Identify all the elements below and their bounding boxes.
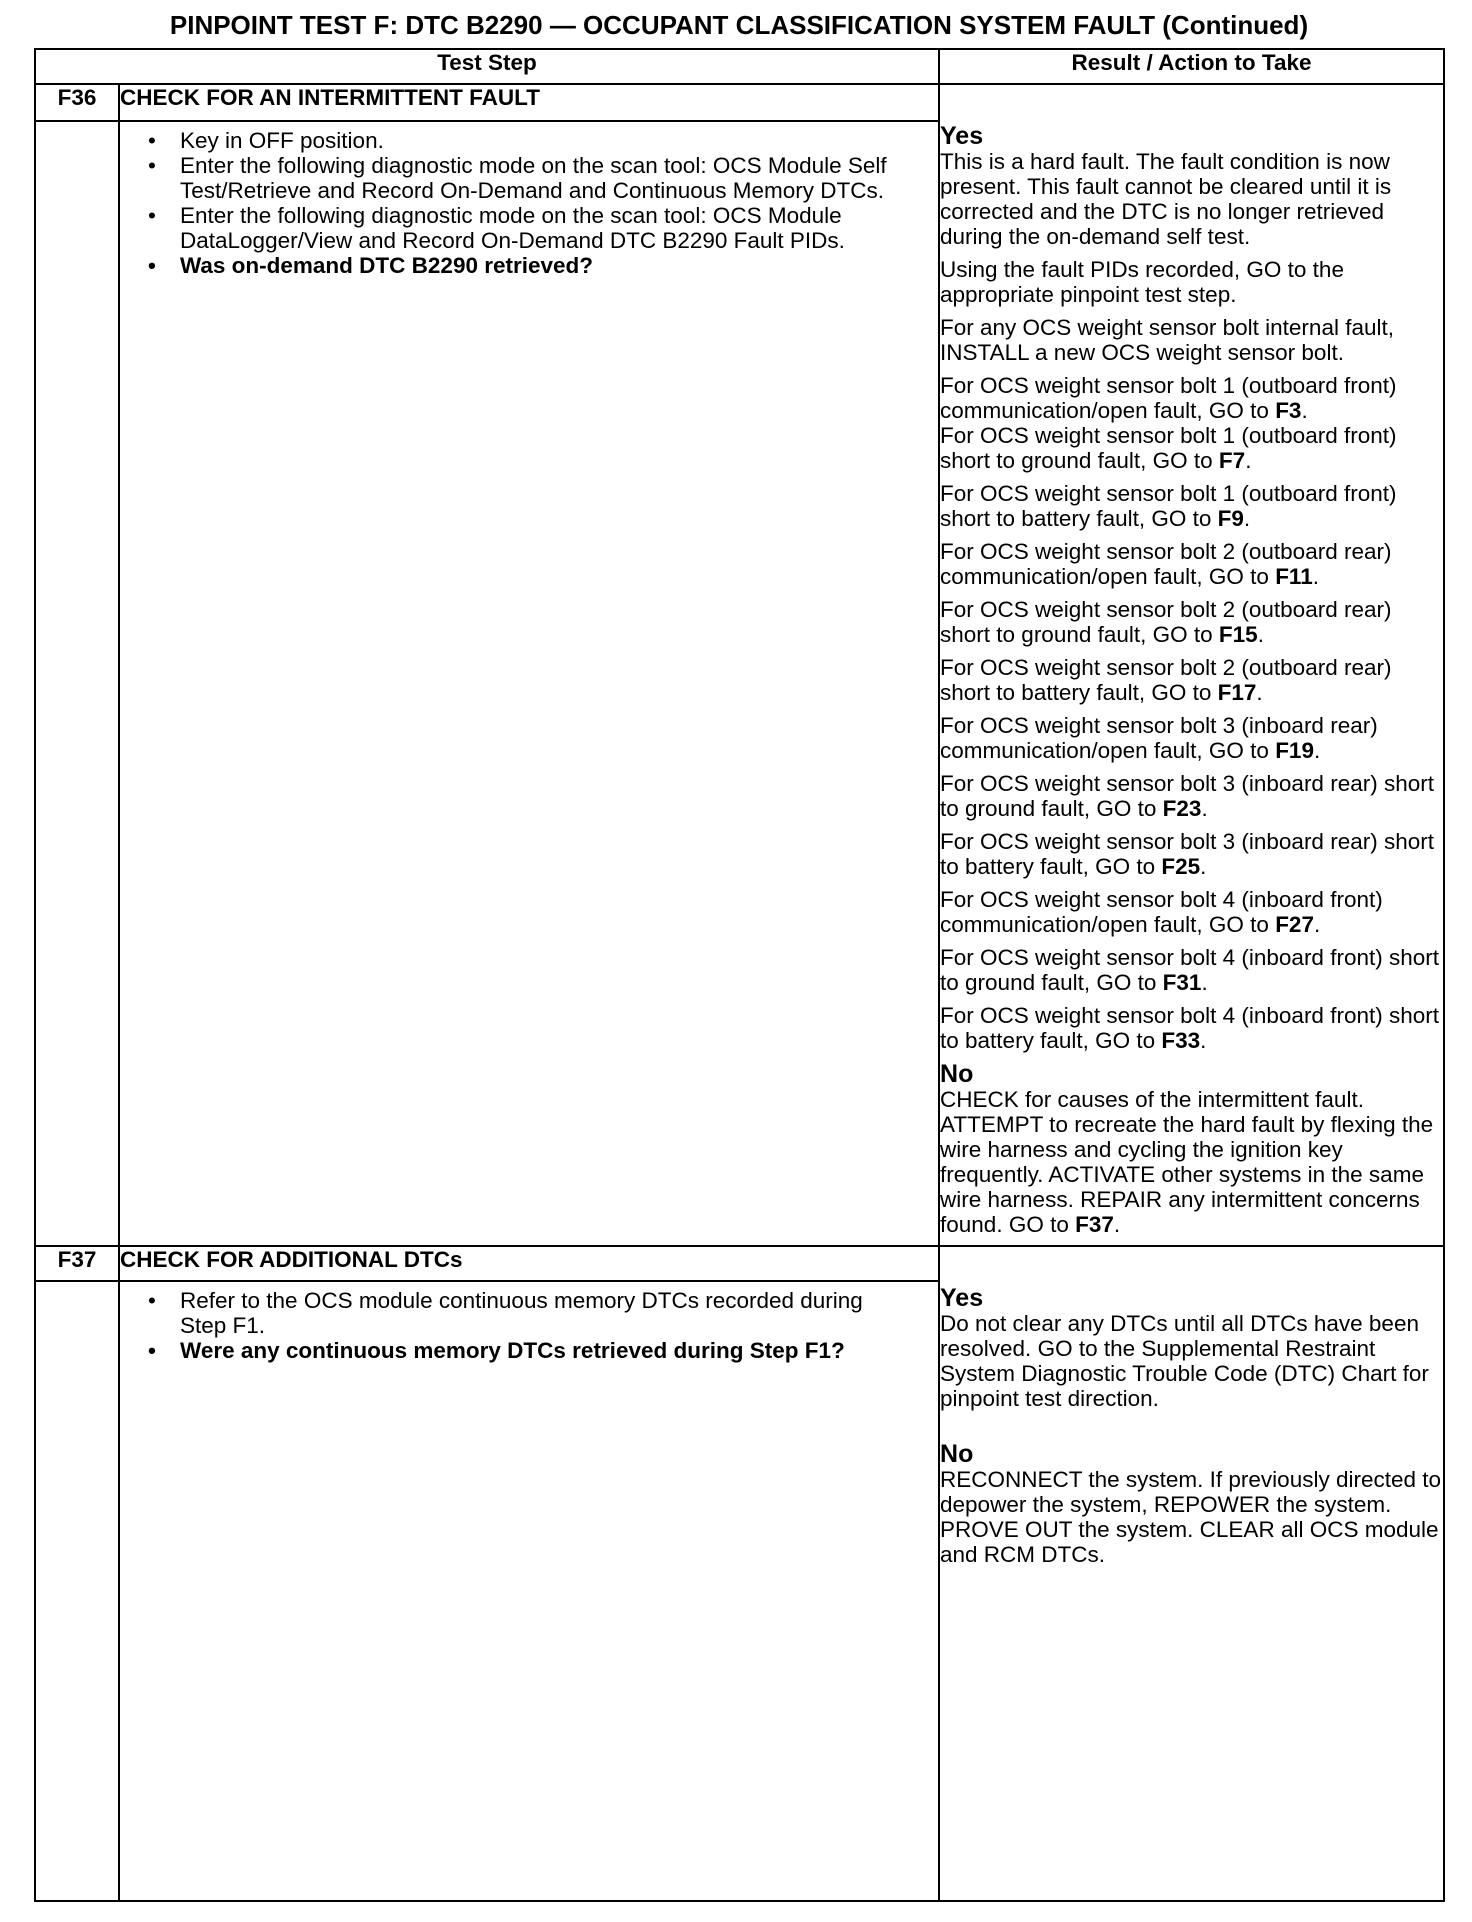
pinpoint-test-table — [34, 48, 1445, 1902]
goto-step-link[interactable]: F15 — [1218, 622, 1258, 647]
goto-step-link[interactable]: F17 — [1217, 680, 1257, 705]
action-paragraph: Do not clear any DTCs until all DTCs have been resolved. GO to the Supplemental Restraint System Diagnostic Trouble Code (DTC) Chart for pinpoint test direction. — [940, 1311, 1429, 1411]
action-paragraph: For OCS weight sensor bolt 3 (inboard rear) short to ground fault, GO to F23. — [940, 771, 1434, 821]
step-question: • Was on-demand DTC B2290 retrieved? — [180, 253, 898, 278]
step-title-row — [35, 84, 1444, 121]
action-paragraph: For OCS weight sensor bolt 1 (outboard front) short to battery fault, GO to F9. — [940, 481, 1397, 531]
goto-step-link[interactable]: F11 — [1275, 564, 1313, 589]
no-actions — [940, 1467, 1443, 1567]
action-paragraph: CHECK for causes of the intermittent fault. ATTEMPT to recreate the hard fault by flexing the wire harness and cycling the ignition key frequently. ACTIVATE other systems in the same wire harness. REPAIR any intermittent concerns found. GO to F37. — [940, 1087, 1434, 1237]
yes-actions — [940, 149, 1443, 1053]
goto-step-link[interactable]: F23 — [1162, 796, 1202, 821]
step-body — [119, 121, 939, 1246]
result-cell — [939, 84, 1444, 1246]
action-paragraph: Using the fault PIDs recorded, GO to the appropriate pinpoint test step. — [940, 257, 1344, 307]
action-paragraph: For OCS weight sensor bolt 4 (inboard front) short to ground fault, GO to F31. — [940, 945, 1439, 995]
goto-step-link[interactable]: F25 — [1161, 854, 1201, 879]
step-id: F37 — [35, 1246, 119, 1281]
yes-actions — [940, 1311, 1443, 1411]
step-bullet: • Enter the following diagnostic mode on the scan tool: OCS Module DataLogger/View and Record On-Demand DTC B2290 Fault PIDs. — [180, 203, 898, 253]
goto-step-link[interactable]: F19 — [1275, 738, 1314, 763]
step-bullet-list — [120, 1282, 938, 1363]
action-paragraph: For any OCS weight sensor bolt internal fault, INSTALL a new OCS weight sensor bolt. — [940, 315, 1394, 365]
step-id: F36 — [35, 84, 119, 121]
goto-step-link[interactable]: F33 — [1161, 1028, 1201, 1053]
step-id-spacer — [35, 1281, 119, 1901]
result-cell — [939, 1246, 1444, 1901]
action-paragraph: For OCS weight sensor bolt 1 (outboard front) communication/open fault, GO to F3. — [940, 373, 1397, 423]
page-title: PINPOINT TEST F: DTC B2290 — OCCUPANT CLASSIFICATION SYSTEM FAULT (Continued) — [169, 10, 1309, 40]
test-step-header: Test Step — [35, 49, 939, 84]
step-title: CHECK FOR ADDITIONAL DTCs — [119, 1246, 939, 1281]
yes-label: Yes — [940, 1284, 984, 1312]
goto-step-link[interactable]: F9 — [1217, 506, 1244, 531]
action-paragraph: For OCS weight sensor bolt 2 (outboard rear) short to ground fault, GO to F15. — [940, 597, 1392, 647]
step-bullet: • Key in OFF position. — [180, 128, 898, 153]
table-header-row — [35, 49, 1444, 84]
action-paragraph: For OCS weight sensor bolt 3 (inboard rear) short to battery fault, GO to F25. — [940, 829, 1434, 879]
action-paragraph: For OCS weight sensor bolt 2 (outboard rear) short to battery fault, GO to F17. — [940, 655, 1392, 705]
goto-step-link[interactable]: F7 — [1218, 448, 1246, 473]
goto-step-link[interactable]: F27 — [1275, 912, 1314, 937]
action-paragraph: RECONNECT the system. If previously directed to depower the system, REPOWER the system. PROVE OUT the system. CLEAR all OCS module and RCM DTCs. — [940, 1467, 1442, 1567]
step-bullet: • Enter the following diagnostic mode on the scan tool: OCS Module Self Test/Retrieve and Record On-Demand and Continuous Memory DTCs. — [180, 153, 898, 203]
action-paragraph: For OCS weight sensor bolt 3 (inboard rear) communication/open fault, GO to F19. — [940, 713, 1378, 763]
goto-step-link[interactable]: F3 — [1275, 398, 1302, 423]
step-question: • Were any continuous memory DTCs retrieved during Step F1? — [180, 1338, 898, 1363]
yes-label: Yes — [940, 122, 984, 150]
step-bullet-list — [120, 122, 938, 278]
action-paragraph: For OCS weight sensor bolt 4 (inboard front) communication/open fault, GO to F27. — [940, 887, 1383, 937]
no-actions — [940, 1087, 1443, 1237]
step-title-row — [35, 1246, 1444, 1281]
result-header: Result / Action to Take — [939, 49, 1444, 84]
step-body — [119, 1281, 939, 1901]
no-label: No — [940, 1440, 974, 1468]
action-paragraph: For OCS weight sensor bolt 4 (inboard front) short to battery fault, GO to F33. — [940, 1003, 1439, 1053]
action-paragraph: This is a hard fault. The fault condition is now present. This fault cannot be cleared until it is corrected and the DTC is no longer retrieved during the on-demand self test. — [940, 149, 1392, 249]
step-id-spacer — [35, 121, 119, 1246]
goto-step-link[interactable]: F31 — [1162, 970, 1202, 995]
step-title: CHECK FOR AN INTERMITTENT FAULT — [119, 84, 939, 121]
action-paragraph: For OCS weight sensor bolt 2 (outboard rear) communication/open fault, GO to F11. — [940, 539, 1392, 589]
goto-step-link[interactable]: F37 — [1075, 1212, 1114, 1237]
step-bullet: • Refer to the OCS module continuous memory DTCs recorded during Step F1. — [180, 1288, 898, 1338]
action-paragraph: For OCS weight sensor bolt 1 (outboard front) short to ground fault, GO to F7. — [940, 423, 1397, 473]
no-label: No — [940, 1060, 974, 1088]
